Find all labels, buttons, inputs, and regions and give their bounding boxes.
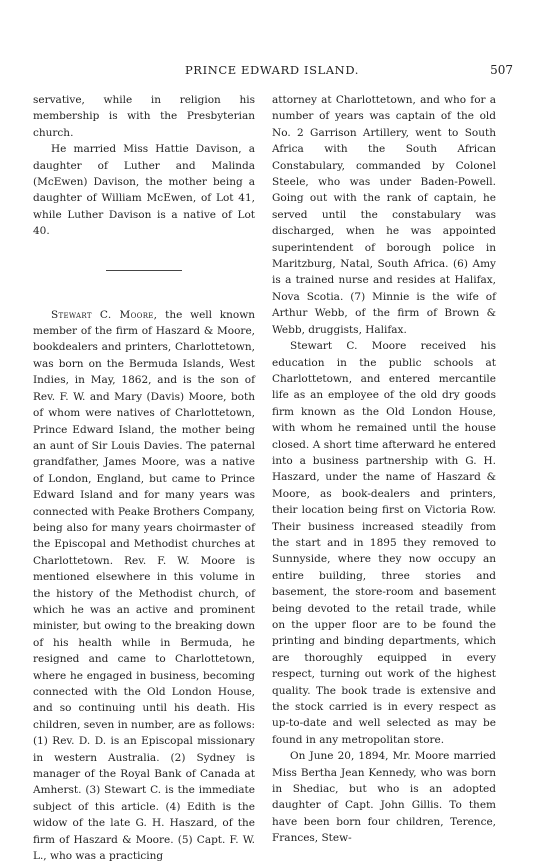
page-number: 507 (490, 63, 513, 77)
paragraph-biography-intro (33, 307, 255, 864)
paragraph-career: Stewart C. Moore received his education in the public schools at Charlottetown, and entered mercantile life as an employee of the old dry goods firm known as the Old London House, with whom he remained until the house closed. A short time afterward he entered into a business partnership with G. H. Haszard, under the name of Haszard & Moore, as book-dealers and printers, their location being first on Victoria Row. Their business increased steadily from the start and in 1895 they removed to Sunnyside, where they now occupy an entire building, three stories and basement, the store-room and basement being devoted to the retail trade, while on the upper floor are to be found the printing and binding departments, which are thoroughly equipped in every respect, turning out work of the highest quality. The book trade is extensive and the stock carried is in every respect as up-to-date and well selected as may be found in any metropolitan store. (272, 340, 496, 746)
section-divider (106, 270, 182, 271)
right-column (272, 92, 496, 847)
biography-intro-text: the well known member of the firm of Haszard & Moore, bookdealers and printers, Charlottetown, was born on the Bermuda Islands, West Indies, in May, 1862, and is the son of Rev. F. W. and Mary (Davis) Moore, both of whom were natives of Charlottetown, Prince Edward Island, the mother being an aunt of Sir Louis Davies. The paternal grandfather, James Moore, was a native of London, England, but came to Prince Edward Island and for many years was connected with Peake Brothers Company, being also for many years choirmaster of the Episcopal and Methodist churches at Charlottetown. Rev. F. W. Moore is mentioned elsewhere in this volume in the history of the Methodist church, of which he was an active and prominent minister, but owing to the breaking down of his health while in Bermuda, he resigned and came to Charlottetown, where he engaged in business, becoming connected with the Old London House, and so continuing until his death. His children, seven in number, are as follows: (1) Rev. D. D. is an Episcopal missionary in western Australia. (2) Sydney is manager of the Royal Bank of Canada at Amherst. (3) Stewart C. is the immediate subject of this article. (4) Edith is the widow of the late G. H. Haszard, of the firm of Haszard & Moore. (5) Capt. F. W. L., who was a practicing (33, 308, 255, 863)
page-header (0, 63, 544, 79)
left-column (33, 92, 255, 864)
paragraph-family: On June 20, 1894, Mr. Moore married Miss Bertha Jean Kennedy, who was born in Shediac, but who is an adopted daughter of Capt. John Gillis. To them have been born four children, Terence, Frances, Stew- (272, 750, 496, 845)
paragraph-children-continued: attorney at Charlottetown, and who for a number of years was captain of the old No. 2 Garrison Artillery, went to South Africa with the South African Constabulary, commanded by Colonel Steele, who was under Baden-Powell. Going out with the rank of captain, he served until the constabulary was discharged, when he was appointed superintendent of borough police in Maritzburg, Natal, South Africa. (6) Amy is a trained nurse and resides at Halifax, Nova Scotia. (7) Minnie is the wife of Arthur Webb, of the firm of Brown & Webb, druggists, Halifax. (272, 94, 496, 336)
subject-name: Stewart C. Moore, (51, 308, 158, 321)
running-head: PRINCE EDWARD ISLAND. (184, 63, 360, 77)
paragraph-continuation: servative, while in religion his membership is with the Presbyterian church. (33, 94, 255, 139)
paragraph-marriage: He married Miss Hattie Davison, a daughter of Luther and Malinda (McEwen) Davison, the mother being a daughter of William McEwen, of Lot 41, while Luther Davison is a native of Lot 40. (33, 143, 255, 238)
